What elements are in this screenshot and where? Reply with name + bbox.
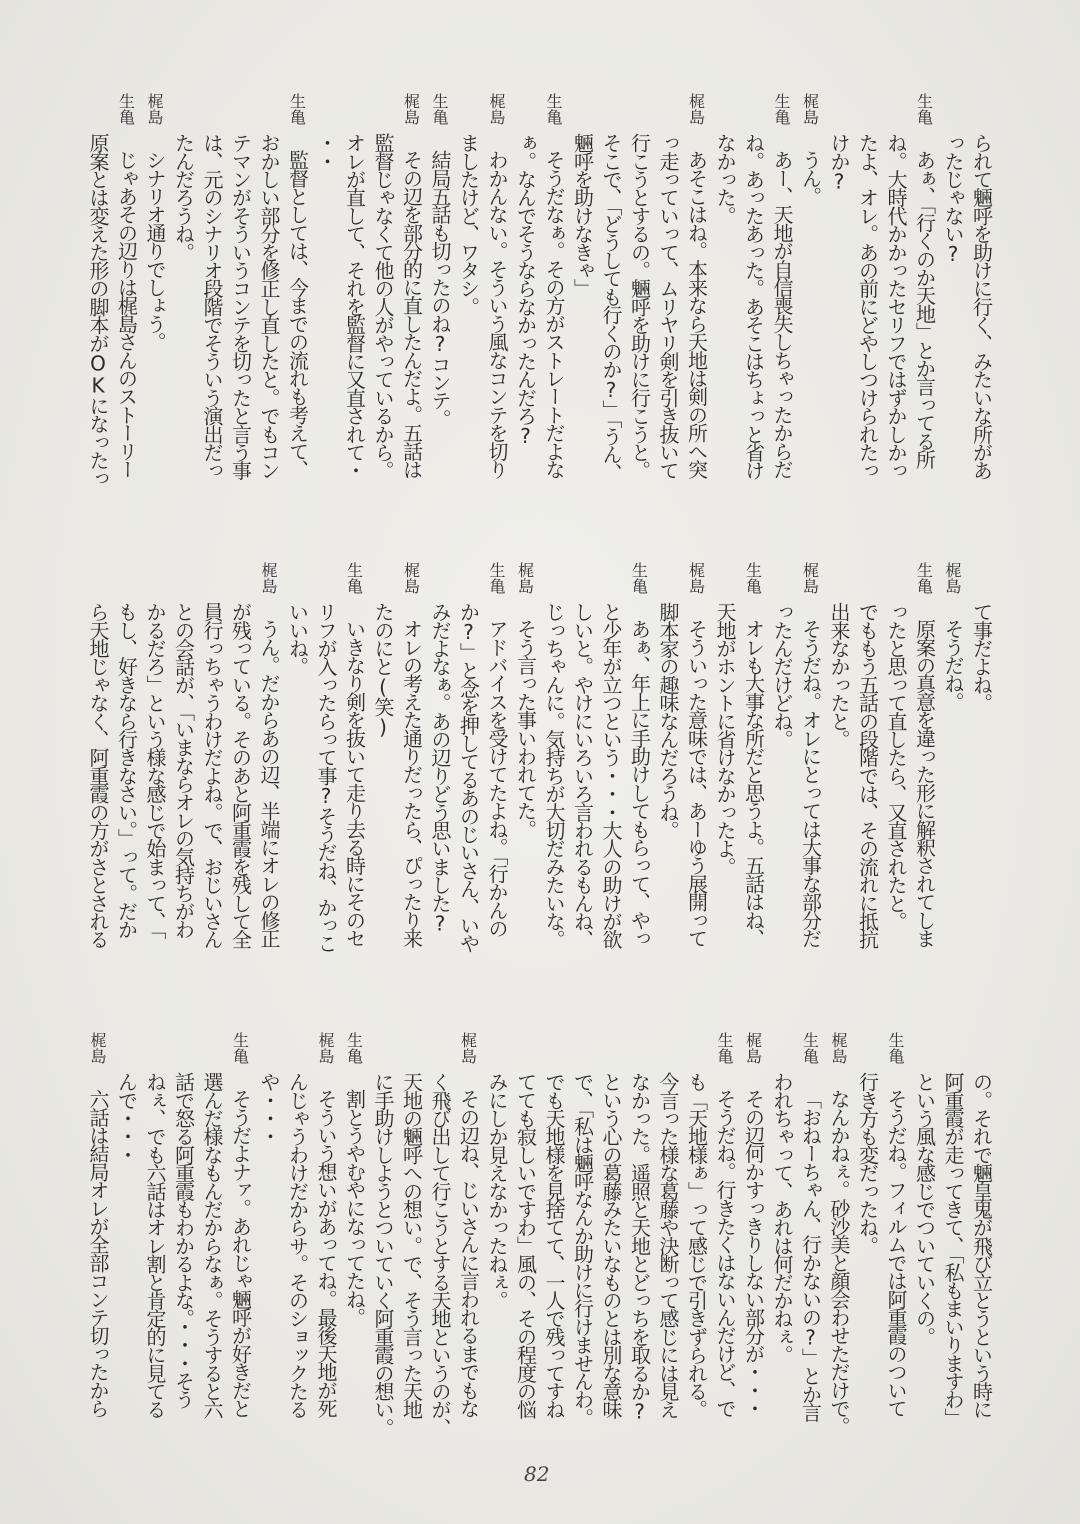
- dialogue-line: 今言った様な葛藤や決断って感じには見え: [656, 1072, 680, 1418]
- text-column: [340, 1032, 369, 1472]
- text-column: [425, 1032, 454, 1472]
- text-column: [397, 1032, 426, 1472]
- text-column: [824, 562, 853, 1002]
- speaker-label: 梶島: [145, 93, 164, 125]
- speaker-label: 梶島: [686, 562, 706, 594]
- text-column: [254, 562, 283, 1002]
- dialogue-line: ね。大時代かかったセリフではずかしかっ: [884, 133, 908, 479]
- dialogue-line: じゃあその辺りは梶島さんのストーリー: [114, 150, 139, 478]
- dialogue-line: か?」と念を押してるあのじいさん、いや: [456, 602, 481, 952]
- text-column: [197, 93, 226, 533]
- text-tier-top: [83, 93, 995, 533]
- text-column: [767, 93, 796, 533]
- text-column: [824, 1032, 853, 1472]
- text-column: [739, 1032, 768, 1472]
- speaker-label: 梶島: [686, 93, 706, 125]
- dialogue-line: も「天地様ぁ」って感じで引きずられる。: [684, 1072, 709, 1418]
- text-column: [796, 1032, 825, 1472]
- text-column: [853, 562, 882, 1002]
- text-column: [511, 562, 540, 1002]
- speaker-label: 梶島: [401, 93, 421, 125]
- text-column: [625, 562, 654, 1002]
- text-column: [682, 93, 711, 533]
- dialogue-line: その辺何かすっきりしない部分が・・・: [741, 1089, 766, 1417]
- dialogue-line: や・・・: [257, 1072, 281, 1145]
- dialogue-line: て事だよね。: [969, 602, 994, 712]
- dialogue-line: その辺ね、じいさんに言われるまでもな: [456, 1089, 481, 1417]
- text-column: [169, 93, 198, 533]
- dialogue-line: 原案とは変えた形の脚本がOKになったっ: [86, 133, 110, 487]
- text-column: [454, 93, 483, 533]
- dialogue-line: は、元のシナリオ段階でそういう演出だっ: [200, 133, 224, 479]
- text-column: [482, 93, 511, 533]
- dialogue-line: てても寂しいですわ」風の、その程度の悩: [513, 1072, 538, 1418]
- dialogue-line: そういった意味では、あーゆう展開って: [684, 619, 709, 947]
- text-column: [938, 93, 967, 533]
- dialogue-line: あぁ、年上に手助けしてもらって、やっ: [627, 619, 652, 947]
- text-column: [653, 1032, 682, 1472]
- text-column: [653, 562, 682, 1002]
- text-column: [539, 1032, 568, 1472]
- text-column: [169, 562, 198, 1002]
- dialogue-line: ぁ。なんでそうならなかったんだろ?: [513, 133, 538, 447]
- dialogue-line: 選んだ様なもんだからなぁ。そうすると六: [200, 1072, 224, 1418]
- text-column: [368, 1032, 397, 1472]
- dialogue-line: オレの考えた通りだったら、ぴったり来: [399, 619, 424, 947]
- text-column: [625, 93, 654, 533]
- text-column: [226, 562, 255, 1002]
- text-column: [710, 1032, 739, 1472]
- dialogue-line: ら天地じゃなく、阿重霞の方がさとされる: [86, 602, 110, 948]
- text-column: [910, 562, 939, 1002]
- text-column: [938, 1032, 967, 1472]
- dialogue-line: たのにと(笑): [371, 602, 395, 738]
- dialogue-line: 員行っちゃうわけだよね。で、おじいさん: [200, 602, 224, 948]
- dialogue-line: られて魎呼を助けに行く、みたいな所があ: [969, 133, 994, 479]
- text-column: [625, 1032, 654, 1472]
- dialogue-line: 原案の真意を違った形に解釈されてしま: [912, 619, 937, 947]
- dialogue-line: ったと思って直したら、又直されたと。: [884, 602, 908, 930]
- text-column: [226, 1032, 255, 1472]
- text-column: [568, 93, 597, 533]
- text-column: [454, 1032, 483, 1472]
- dialogue-line: との会話が、「いまならオレの気持ちがわ: [171, 602, 196, 938]
- dialogue-line: に手助けしようとついていく阿重霞の想い。: [371, 1072, 395, 1437]
- text-column: [596, 1032, 625, 1472]
- speaker-label: 生亀: [544, 93, 563, 125]
- dialogue-line: ったんだけどね。: [770, 602, 794, 748]
- dialogue-line: リフが入ったらって事?そうだね、かっこ: [314, 602, 338, 952]
- text-column: [311, 1032, 340, 1472]
- dialogue-line: けか?: [827, 133, 851, 192]
- text-column: [539, 562, 568, 1002]
- text-column: [425, 93, 454, 533]
- speaker-label: 生亀: [743, 562, 763, 594]
- speaker-label: 梶島: [800, 562, 820, 594]
- dialogue-line: ましたけど、ワタシ。: [456, 133, 481, 316]
- dialogue-line: ねぇ、でも六話はオレ割と肯定的に見てる: [143, 1072, 167, 1418]
- speaker-label: 生亀: [230, 1032, 250, 1064]
- speaker-label: 梶島: [458, 1032, 478, 1064]
- dialogue-line: そう言った事いわれてた。: [513, 619, 538, 838]
- text-column: [853, 93, 882, 533]
- text-column: [796, 93, 825, 533]
- dialogue-line: 脚本家の趣味なんだろうね。: [656, 602, 680, 839]
- dialogue-line: 六話は結局オレが全部コンテ切ったから: [86, 1089, 110, 1417]
- text-column: [596, 562, 625, 1002]
- dialogue-line: そこで、「どうしても行くのか?」「うん、: [599, 133, 623, 482]
- text-column: [767, 1032, 796, 1472]
- dialogue-line: みだよなぁ。あの辺りどう思いました?: [428, 602, 452, 934]
- speaker-label: 梶島: [743, 1032, 763, 1064]
- dialogue-line: ったじゃない?: [941, 133, 965, 265]
- speaker-label: 梶島: [943, 562, 962, 594]
- dialogue-line: そういう想いがあってね。最後天地が死: [314, 1089, 338, 1417]
- speaker-label: 生亀: [772, 93, 791, 125]
- text-column: [596, 93, 625, 533]
- text-column: [511, 1032, 540, 1472]
- text-column: [454, 562, 483, 1002]
- text-column: [967, 93, 996, 533]
- dialogue-line: 「おねーちゃん、行かないの?」とか言: [798, 1089, 823, 1421]
- dialogue-line: 阿重霞が走ってきて、「私もまいりますわ」: [941, 1072, 965, 1427]
- text-column: [910, 93, 939, 533]
- speaker-label: 梶島: [259, 562, 278, 594]
- text-column: [254, 93, 283, 533]
- dialogue-line: 監督としては、今までの流れも考えて、: [285, 150, 310, 478]
- dialogue-line: んじゃうわけだからサ。そのショックたる: [285, 1072, 310, 1418]
- text-column: [767, 562, 796, 1002]
- dialogue-line: じっちゃんに。気持ちが大切だみたいな。: [542, 602, 566, 948]
- text-column: [169, 1032, 198, 1472]
- dialogue-line: と少年が立つという・・・大人の助けが欲: [599, 602, 623, 948]
- dialogue-line: その辺を部分的に直したんだよ。五話は: [399, 150, 424, 478]
- dialogue-line: く飛び出して行こうとする天地というのが、: [428, 1072, 452, 1437]
- text-column: [311, 562, 340, 1002]
- text-column: [967, 562, 996, 1002]
- speaker-label: 梶島: [401, 562, 421, 594]
- dialogue-line: そうだね。フィルムでは阿重霞のついて: [884, 1089, 908, 1417]
- text-column: [539, 93, 568, 533]
- dialogue-line: 天地がホントに省けなかったよ。: [713, 602, 737, 876]
- dialogue-line: いきなり剣を抜いて走り去る時にそのセ: [342, 619, 367, 947]
- text-column: [368, 562, 397, 1002]
- speaker-label: 生亀: [344, 1032, 364, 1064]
- text-column: [283, 562, 312, 1002]
- speaker-label: 生亀: [715, 1032, 734, 1064]
- text-column: [653, 93, 682, 533]
- dialogue-line: オレが直して、それを監督に又直されて・: [342, 133, 367, 479]
- dialogue-line: そうだね。行きたくはないんだけど、で: [713, 1089, 737, 1417]
- text-column: [112, 93, 141, 533]
- text-column: [140, 562, 169, 1002]
- dialogue-line: たんだろうね。: [171, 133, 196, 261]
- text-column: [853, 1032, 882, 1472]
- text-column: [397, 562, 426, 1002]
- dialogue-line: あぁ、「行くのか天地」とか言ってる所: [912, 150, 937, 468]
- page-number: 82: [524, 1462, 550, 1486]
- text-column: [140, 1032, 169, 1472]
- speaker-label: 梶島: [316, 1032, 335, 1064]
- dialogue-line: うん。だからあの辺、半端にオレの修正: [257, 619, 281, 947]
- dialogue-line: わかんない。そういう風なコンテを切り: [485, 150, 509, 478]
- speaker-label: 生亀: [800, 1032, 820, 1064]
- text-column: [83, 93, 112, 533]
- speaker-label: 梶島: [829, 1032, 848, 1064]
- dialogue-line: ・・: [314, 133, 338, 170]
- text-column: [112, 1032, 141, 1472]
- dialogue-line: かるだろ」という様な感じで始まって、「: [143, 602, 167, 938]
- text-column: [254, 1032, 283, 1472]
- dialogue-line: いいね。: [285, 602, 310, 675]
- dialogue-line: アドバイスを受けてたよね。「行かんの: [485, 619, 509, 937]
- dialogue-line: あそこはね。本来なら天地は剣の所へ突: [684, 150, 709, 478]
- speaker-label: 生亀: [914, 93, 934, 125]
- dialogue-line: オレも大事な所だと思うよ。五話はね、: [741, 619, 766, 947]
- dialogue-line: あー、天地が自信喪失しちゃったからだ: [770, 150, 794, 478]
- dialogue-line: なかった。: [713, 133, 737, 225]
- text-column: [83, 562, 112, 1002]
- dialogue-line: しいと。やけにいろいろ言われるもんね、: [570, 602, 595, 948]
- dialogue-line: 行こうとするの。魎呼を助けに行こうと。: [627, 133, 652, 479]
- text-tier-bottom: [83, 1032, 995, 1472]
- dialogue-line: 出来なかったと。: [827, 602, 851, 748]
- text-column: [482, 1032, 511, 1472]
- speaker-label: 梶島: [88, 1032, 107, 1064]
- text-column: [682, 562, 711, 1002]
- dialogue-line: 行き方も変だったね。: [855, 1072, 880, 1255]
- text-column: [824, 93, 853, 533]
- text-column: [283, 93, 312, 533]
- dialogue-line: んで・・・: [114, 1072, 139, 1164]
- dialogue-line: われちゃって、あれは何だかねぇ。: [770, 1072, 794, 1364]
- speaker-label: 生亀: [430, 93, 449, 125]
- text-column: [739, 562, 768, 1002]
- text-column: [682, 1032, 711, 1472]
- text-column: [311, 93, 340, 533]
- text-column: [967, 1032, 996, 1472]
- text-column: [197, 1032, 226, 1472]
- dialogue-line: なんかねぇ。砂沙美と顔会わせただけで。: [827, 1089, 851, 1435]
- dialogue-line: 結局五話も切ったのね?コンテ。: [428, 150, 452, 428]
- dialogue-line: なかった。遥照と天地とどっちを取るか?: [627, 1072, 652, 1422]
- dialogue-line: みにしか見えなかったねぇ。: [485, 1072, 509, 1309]
- text-column: [226, 93, 255, 533]
- text-column: [881, 562, 910, 1002]
- text-column: [710, 93, 739, 533]
- dialogue-line: もし、好きなら行きなさい。」って。だか: [114, 602, 139, 938]
- dialogue-line: の。それで魎皇鬼が飛び立とうという時に: [969, 1072, 994, 1418]
- dialogue-line: そうだよナァ。あれじゃ魎呼が好きだと: [228, 1089, 253, 1417]
- text-column: [796, 562, 825, 1002]
- text-tier-middle: [83, 562, 995, 1002]
- text-column: [425, 562, 454, 1002]
- text-column: [881, 1032, 910, 1472]
- dialogue-line: そうだね。: [941, 619, 965, 711]
- text-column: [283, 1032, 312, 1472]
- text-column: [482, 562, 511, 1002]
- text-column: [938, 562, 967, 1002]
- speaker-label: 梶島: [800, 93, 820, 125]
- text-column: [910, 1032, 939, 1472]
- speaker-label: 梶島: [487, 93, 506, 125]
- speaker-label: 梶島: [515, 562, 535, 594]
- text-column: [568, 1032, 597, 1472]
- text-column: [368, 93, 397, 533]
- text-column: [83, 1032, 112, 1472]
- text-column: [739, 93, 768, 533]
- text-column: [511, 93, 540, 533]
- text-column: [881, 93, 910, 533]
- speaker-label: 生亀: [287, 93, 307, 125]
- dialogue-line: そうだね。オレにとっては大事な部分だ: [798, 619, 823, 947]
- dialogue-line: でも天地様を見捨てて、一人で残ってすね: [542, 1072, 566, 1418]
- dialogue-line: っ走っていって、ムリヤリ剣を引き抜いて: [656, 133, 680, 479]
- text-column: [710, 562, 739, 1002]
- speaker-label: 生亀: [629, 562, 649, 594]
- text-column: [340, 562, 369, 1002]
- dialogue-line: そうだなぁ。その方がストレートだよな: [542, 150, 566, 478]
- dialogue-line: という風な感じでついていくの。: [912, 1072, 937, 1346]
- dialogue-line: ね。あったあった。あそこはちょっと省け: [741, 133, 766, 479]
- dialogue-line: たよ、オレ。あの前にどやしつけられたっ: [855, 133, 880, 479]
- dialogue-line: 割とうやむやになってたね。: [342, 1089, 367, 1326]
- speaker-label: 生亀: [116, 93, 136, 125]
- dialogue-line: おかしい部分を修正し直したと。でもコン: [257, 133, 281, 479]
- dialogue-line: が残っている。そのあと阿重霞を残して全: [228, 602, 253, 948]
- dialogue-line: 話で怒る阿重霞もわかるよな。・・・そう: [171, 1072, 196, 1408]
- dialogue-line: で、「私は魎呼なんか助けに行けませんわ。: [570, 1072, 595, 1427]
- dialogue-line: という心の葛藤みたいなものとは別な意味: [599, 1072, 623, 1418]
- dialogue-line: シナリオ通りでしょう。: [143, 150, 167, 351]
- dialogue-line: テマンがそういうコンテを切ったと言う事: [228, 133, 253, 479]
- speaker-label: 生亀: [344, 562, 364, 594]
- dialogue-line: 魎呼を助けなきゃ」: [570, 133, 595, 297]
- text-column: [197, 562, 226, 1002]
- dialogue-line: うん。: [798, 150, 823, 205]
- speaker-label: 生亀: [487, 562, 506, 594]
- text-column: [140, 93, 169, 533]
- speaker-label: 生亀: [914, 562, 934, 594]
- dialogue-line: でももう五話の段階では、その流れに抵抗: [855, 602, 880, 948]
- text-column: [397, 93, 426, 533]
- text-column: [340, 93, 369, 533]
- text-column: [112, 562, 141, 1002]
- dialogue-line: 監督じゃなくて他の人がやっているから。: [371, 133, 395, 479]
- speaker-label: 生亀: [886, 1032, 905, 1064]
- text-column: [568, 562, 597, 1002]
- dialogue-line: 天地の魎呼への想い。で、そう言った天地: [399, 1072, 424, 1418]
